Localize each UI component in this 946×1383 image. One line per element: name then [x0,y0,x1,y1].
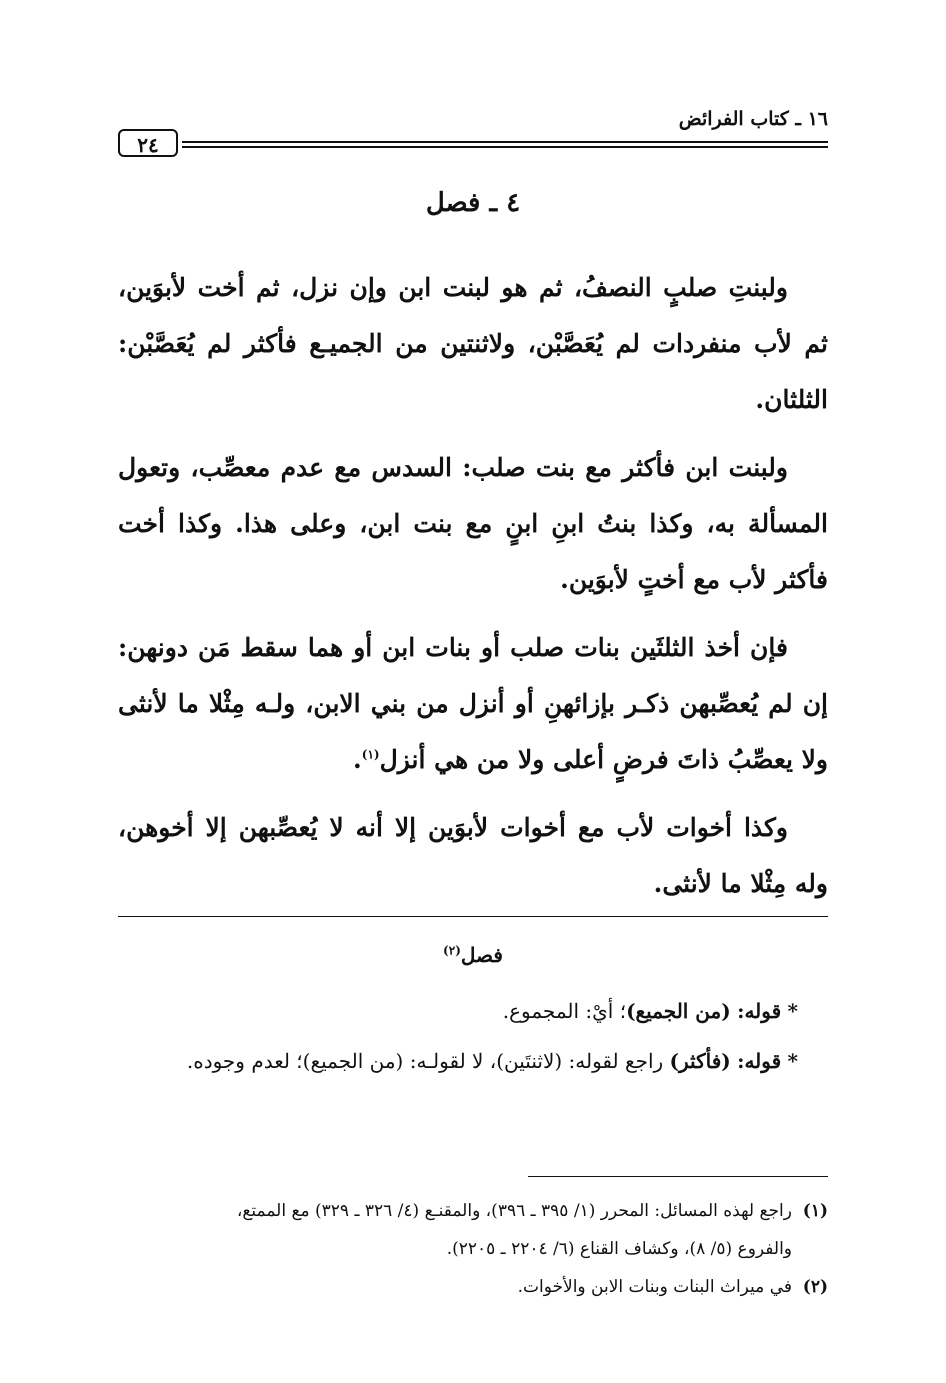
main-text [118,260,828,924]
header-rule-double [182,146,828,148]
commentary-divider [118,916,828,917]
commentary-heading-text: فصل [460,943,503,967]
paragraph: ولبنت ابن فأكثر مع بنت صلب: السدس مع عدم معصِّب، وتعول المسألة به، وكذا بنتُ ابنِ ابنٍ مع بنت ابن، وعلى هذا. وكذا أخت فأكثر لأب مع أختٍ لأبوَين. [118,453,828,594]
header-rule [182,141,828,143]
section-heading: ٤ ـ فصل [425,188,521,218]
commentary-heading [118,930,828,980]
note-text: راجع لقوله: (لاثنتَين)، لا لقولـه: (من الجميع)؛ لعدم وجوده. [186,1049,664,1073]
commentary-note [118,1036,828,1086]
paragraph-text: فإن أخذ الثلثَين بنات صلب أو بنات ابن أو هما سقط مَن دونهن: إن لم يُعصِّبهن ذكـر بإزائهنِ أو أنزل من بني الابن، ولـه مِثْلا ما لأنثى ولا يعصِّبُ ذاتَ فرضٍ أعلى ولا من هي أنزل [118,633,828,774]
paragraph: وكذا أخوات لأب مع أخوات لأبوَين إلا أنه لا يُعصِّبهن إلا أخوهن، وله مِثْلا ما لأنثى. [118,813,828,898]
note-prefix: قوله: [737,1049,782,1073]
footnote [118,1192,828,1230]
paragraph: ولبنتِ صلبٍ النصفُ، ثم هو لبنت ابن وإن نزل، ثم أخت لأبوَين، ثم لأب منفردات لم يُعَصَّبْن، ولاثنتين من الجميـع فأكثر لم يُعَصَّبْن: الثلثان. [118,273,828,414]
footnote-text: راجع لهذه المسائل: المحرر (١/ ٣٩٥ ـ ٣٩٦)، والمقنـع (٤/ ٣٢٦ ـ ٣٢٩) مع الممتع، [236,1201,792,1221]
footnote-text: في ميراث البنات وبنات الابن والأخوات. [517,1277,792,1297]
footnote-reference[interactable]: (٢) [443,943,461,958]
paragraph [118,620,828,788]
note-prefix: قوله: [737,999,782,1023]
running-header [118,105,828,165]
note-text: ؛ أيْ: المجموع. [502,999,627,1023]
page-number: ٢٤ [118,129,178,157]
footnote-marker: (٢) [802,1277,828,1297]
bullet-icon: * [787,999,798,1023]
running-title: ١٦ ـ كتاب الفرائض [678,108,828,130]
paragraph-end: . [353,745,362,774]
commentary-note [118,986,828,1036]
footnote-reference[interactable]: (١) [361,747,380,762]
footnote-continuation: والفروع (٥/ ٨)، وكشاف القناع (٦/ ٢٢٠٤ ـ ٢٢٠٥). [446,1239,792,1259]
footnote-rule [528,1176,828,1177]
commentary [118,930,828,1086]
note-term: (من الجميع) [626,999,731,1023]
bullet-icon: * [787,1049,798,1073]
footnote [118,1268,828,1306]
footnote-marker: (١) [802,1201,828,1221]
note-term: (فأكثر) [669,1049,731,1073]
footnotes [118,1192,828,1306]
